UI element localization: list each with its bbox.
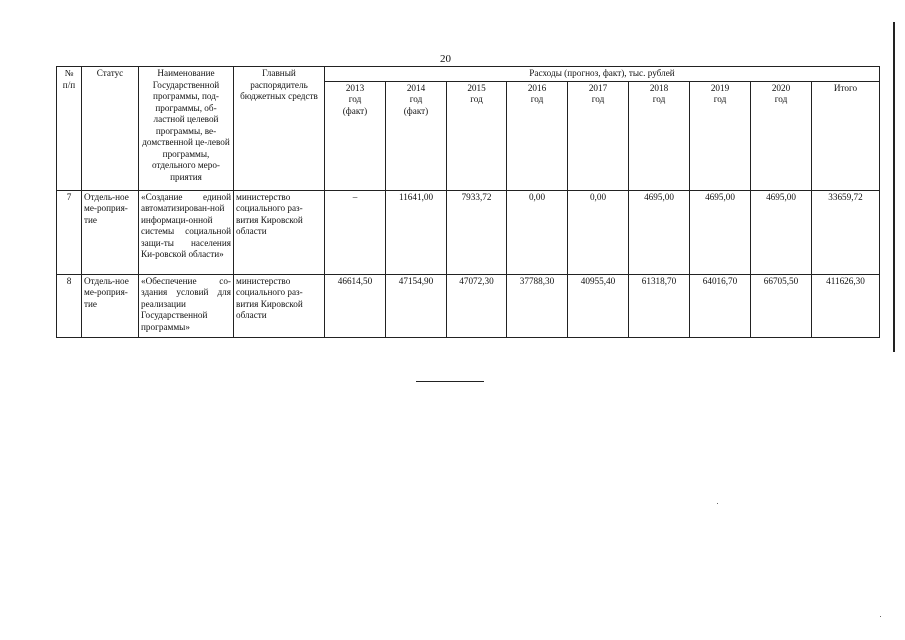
header-year: 2018 год xyxy=(629,81,690,190)
header-manager: Главный распорядитель бюджетных средств xyxy=(234,67,325,191)
row-number: 8 xyxy=(57,274,82,337)
header-year: 2016 год xyxy=(507,81,568,190)
row-manager: министерство социального раз-вития Кировской области xyxy=(234,274,325,337)
row-value: 37788,30 xyxy=(507,274,568,337)
row-number: 7 xyxy=(57,190,82,274)
row-name: «Создание единой автоматизирован-ной информаци-онной системы социальной защи-ты населения Ки-ровской области» xyxy=(139,190,234,274)
row-value: 40955,40 xyxy=(568,274,629,337)
row-status: Отдель-ное ме-роприя-тие xyxy=(82,190,139,274)
row-value: 4695,00 xyxy=(751,190,812,274)
row-value: – xyxy=(325,190,386,274)
row-total: 33659,72 xyxy=(812,190,880,274)
header-year: 2019 год xyxy=(690,81,751,190)
header-total: Итого xyxy=(812,81,880,190)
header-year: 2013 год (факт) xyxy=(325,81,386,190)
row-value: 11641,00 xyxy=(386,190,447,274)
header-year: 2017 год xyxy=(568,81,629,190)
header-expenses: Расходы (прогноз, факт), тыс. рублей xyxy=(325,67,880,82)
row-total: 411626,30 xyxy=(812,274,880,337)
table-row xyxy=(57,274,880,337)
header-status: Статус xyxy=(82,67,139,191)
row-value: 61318,70 xyxy=(629,274,690,337)
row-status: Отдель-ное ме-роприя-тие xyxy=(82,274,139,337)
expenditure-table xyxy=(56,66,880,338)
row-value: 7933,72 xyxy=(447,190,507,274)
row-name: «Обеспечение со-здания условий для реализации Государственной программы» xyxy=(139,274,234,337)
row-value: 64016,70 xyxy=(690,274,751,337)
header-year: 2020 год xyxy=(751,81,812,190)
row-value: 4695,00 xyxy=(629,190,690,274)
page-edge-line xyxy=(893,22,895,352)
table-header-row xyxy=(57,67,880,82)
header-year: 2014 год (факт) xyxy=(386,81,447,190)
row-value: 0,00 xyxy=(507,190,568,274)
scan-speck xyxy=(880,616,881,617)
row-value: 47072,30 xyxy=(447,274,507,337)
row-value: 0,00 xyxy=(568,190,629,274)
row-value: 4695,00 xyxy=(690,190,751,274)
scan-speck xyxy=(717,503,718,504)
header-number: № п/п xyxy=(57,67,82,191)
table-row xyxy=(57,190,880,274)
row-value: 66705,50 xyxy=(751,274,812,337)
row-value: 46614,50 xyxy=(325,274,386,337)
section-divider xyxy=(416,381,484,382)
row-manager: министерство социального раз-вития Кировской области xyxy=(234,190,325,274)
header-name: Наименование Государственной программы, под-программы, об-ластной целевой программы, ве-домственной це-левой программы, отдельного меро-приятия xyxy=(139,67,234,191)
page-number: 20 xyxy=(440,53,451,65)
row-value: 47154,90 xyxy=(386,274,447,337)
header-year: 2015 год xyxy=(447,81,507,190)
